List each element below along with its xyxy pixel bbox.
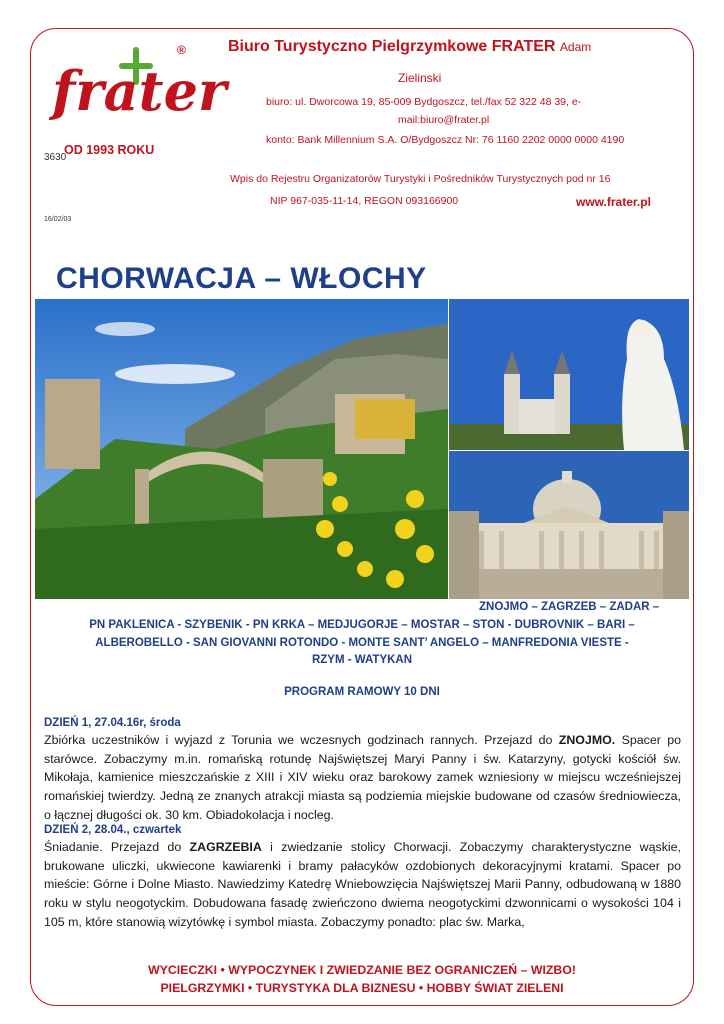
svg-text:frater: frater [52,59,227,123]
day-1-text: Zbiórka uczestników i wyjazd z Torunia we wczesnych godzinach rannych. Przejazd do [44,733,559,747]
since-label: OD 1993 ROKU [64,143,155,157]
website-link[interactable]: www.frater.pl [576,195,651,209]
day-2-place: ZAGRZEBIA [189,840,262,854]
footer-line-2: PIELGRZYMKI • TURYSTYKA DLA BIZNESU • HOBBY ŚWIAT ZIELENI [160,981,564,995]
medjugorje-church-photo [449,299,689,450]
mostar-bridge-photo [35,299,448,599]
day-1-text-rest: Spacer po starówce. Zobaczymy m.in. romańską rotundę Najświętszej Maryi Panny i św. Katarzyny, gotycki kościół św. Mikołaja, kamienice mieszczańskie z XIII i XIV wieku oraz barokowy zamek wzniesiony w miejscu wcześniejszej romańskiej twierdzy. Jedną ze znanych atrakcji miasta są podziemia miejskie budowane od czasów średniowiecza, o łącznej długości ok. 30 km. Obiadokolacja i nocleg. [44,733,681,822]
program-title: PROGRAM RAMOWY 10 DNI [284,686,440,698]
footer-line-1: WYCIECZKI • WYPOCZYNEK I ZWIEDZANIE BEZ OGRANICZEŃ – WIZBO! [148,963,576,977]
registry-line: Wpis do Rejestru Organizatorów Turystyki i Pośredników Turystycznych pod nr 16 [230,173,611,185]
document-date: 16/02/03 [44,216,72,223]
owner-last-name: Zielinski [398,71,442,85]
nip-line: NIP 967-035-11-14, REGON 093166900 [270,195,459,207]
owner-first-name: Adam [559,40,592,54]
email-line[interactable]: mail:biuro@frater.pl [398,114,490,126]
day-2-text: Śniadanie. Przejazd do [44,840,190,854]
document-code: 3630 [44,152,67,163]
address-line: biuro: ul. Dworcowa 19, 85-009 Bydgoszcz, tel./fax 52 322 48 39, e- [266,96,582,108]
day-2-description [44,838,681,932]
route-line-4: RZYM - WATYKAN [311,654,413,666]
day-1-place: ZNOJMO. [558,733,616,747]
day-1-description [44,731,681,825]
day-2-text-rest: i zwiedzanie stolicy Chorwacji. Zobaczymy charakterystyczne wąskie, brukowane uliczki, ukwiecone kawiarenki i bramy pałacyków ozdobionych dekoracyjnymi kratami. Spacer po mieście: Górne i Dolne Miasto. Nawiedzimy Katedrę Wniebowzięcia Najświętszej Marii Panny, odbudowaną w 1880 roku w stylu neogotyckim. Dobudowana fasadę zwieńczono dwiema neogotyckimi dzwonnicami o wysokości 104 i 105 m, które stanowią wizytówkę i symbol miasta. Zobaczymy ponadto: plac św. Marka, [44,840,681,929]
route-line-1: ZNOJMO – ZAGRZEB – ZADAR – [479,601,660,613]
day-1-heading: DZIEŃ 1, 27.04.16r, środa [44,717,181,729]
company-name-text: Biuro Turystyczno Pielgrzymkowe FRATER [228,38,556,55]
st-peters-basilica-photo [449,451,689,599]
day-2-heading: DZIEŃ 2, 28.04., czwartek [44,824,182,836]
bank-account-line: konto: Bank Millennium S.A. O/Bydgoszcz Nr: 76 1160 2202 0000 0000 4190 [266,134,625,146]
route-line-3: ALBEROBELLO - SAN GIOVANNI ROTONDO - MONTE SANT’ ANGELO – MANFREDONIA VIESTE - [95,637,629,649]
page-title: CHORWACJA – WŁOCHY [56,262,427,295]
company-name [228,38,591,56]
registered-mark: ® [177,43,186,57]
route-line-2: PN PAKLENICA - SZYBENIK - PN KRKA – MEDJUGORJE – MOSTAR – STON - DUBROVNIK – BARI – [89,619,635,631]
